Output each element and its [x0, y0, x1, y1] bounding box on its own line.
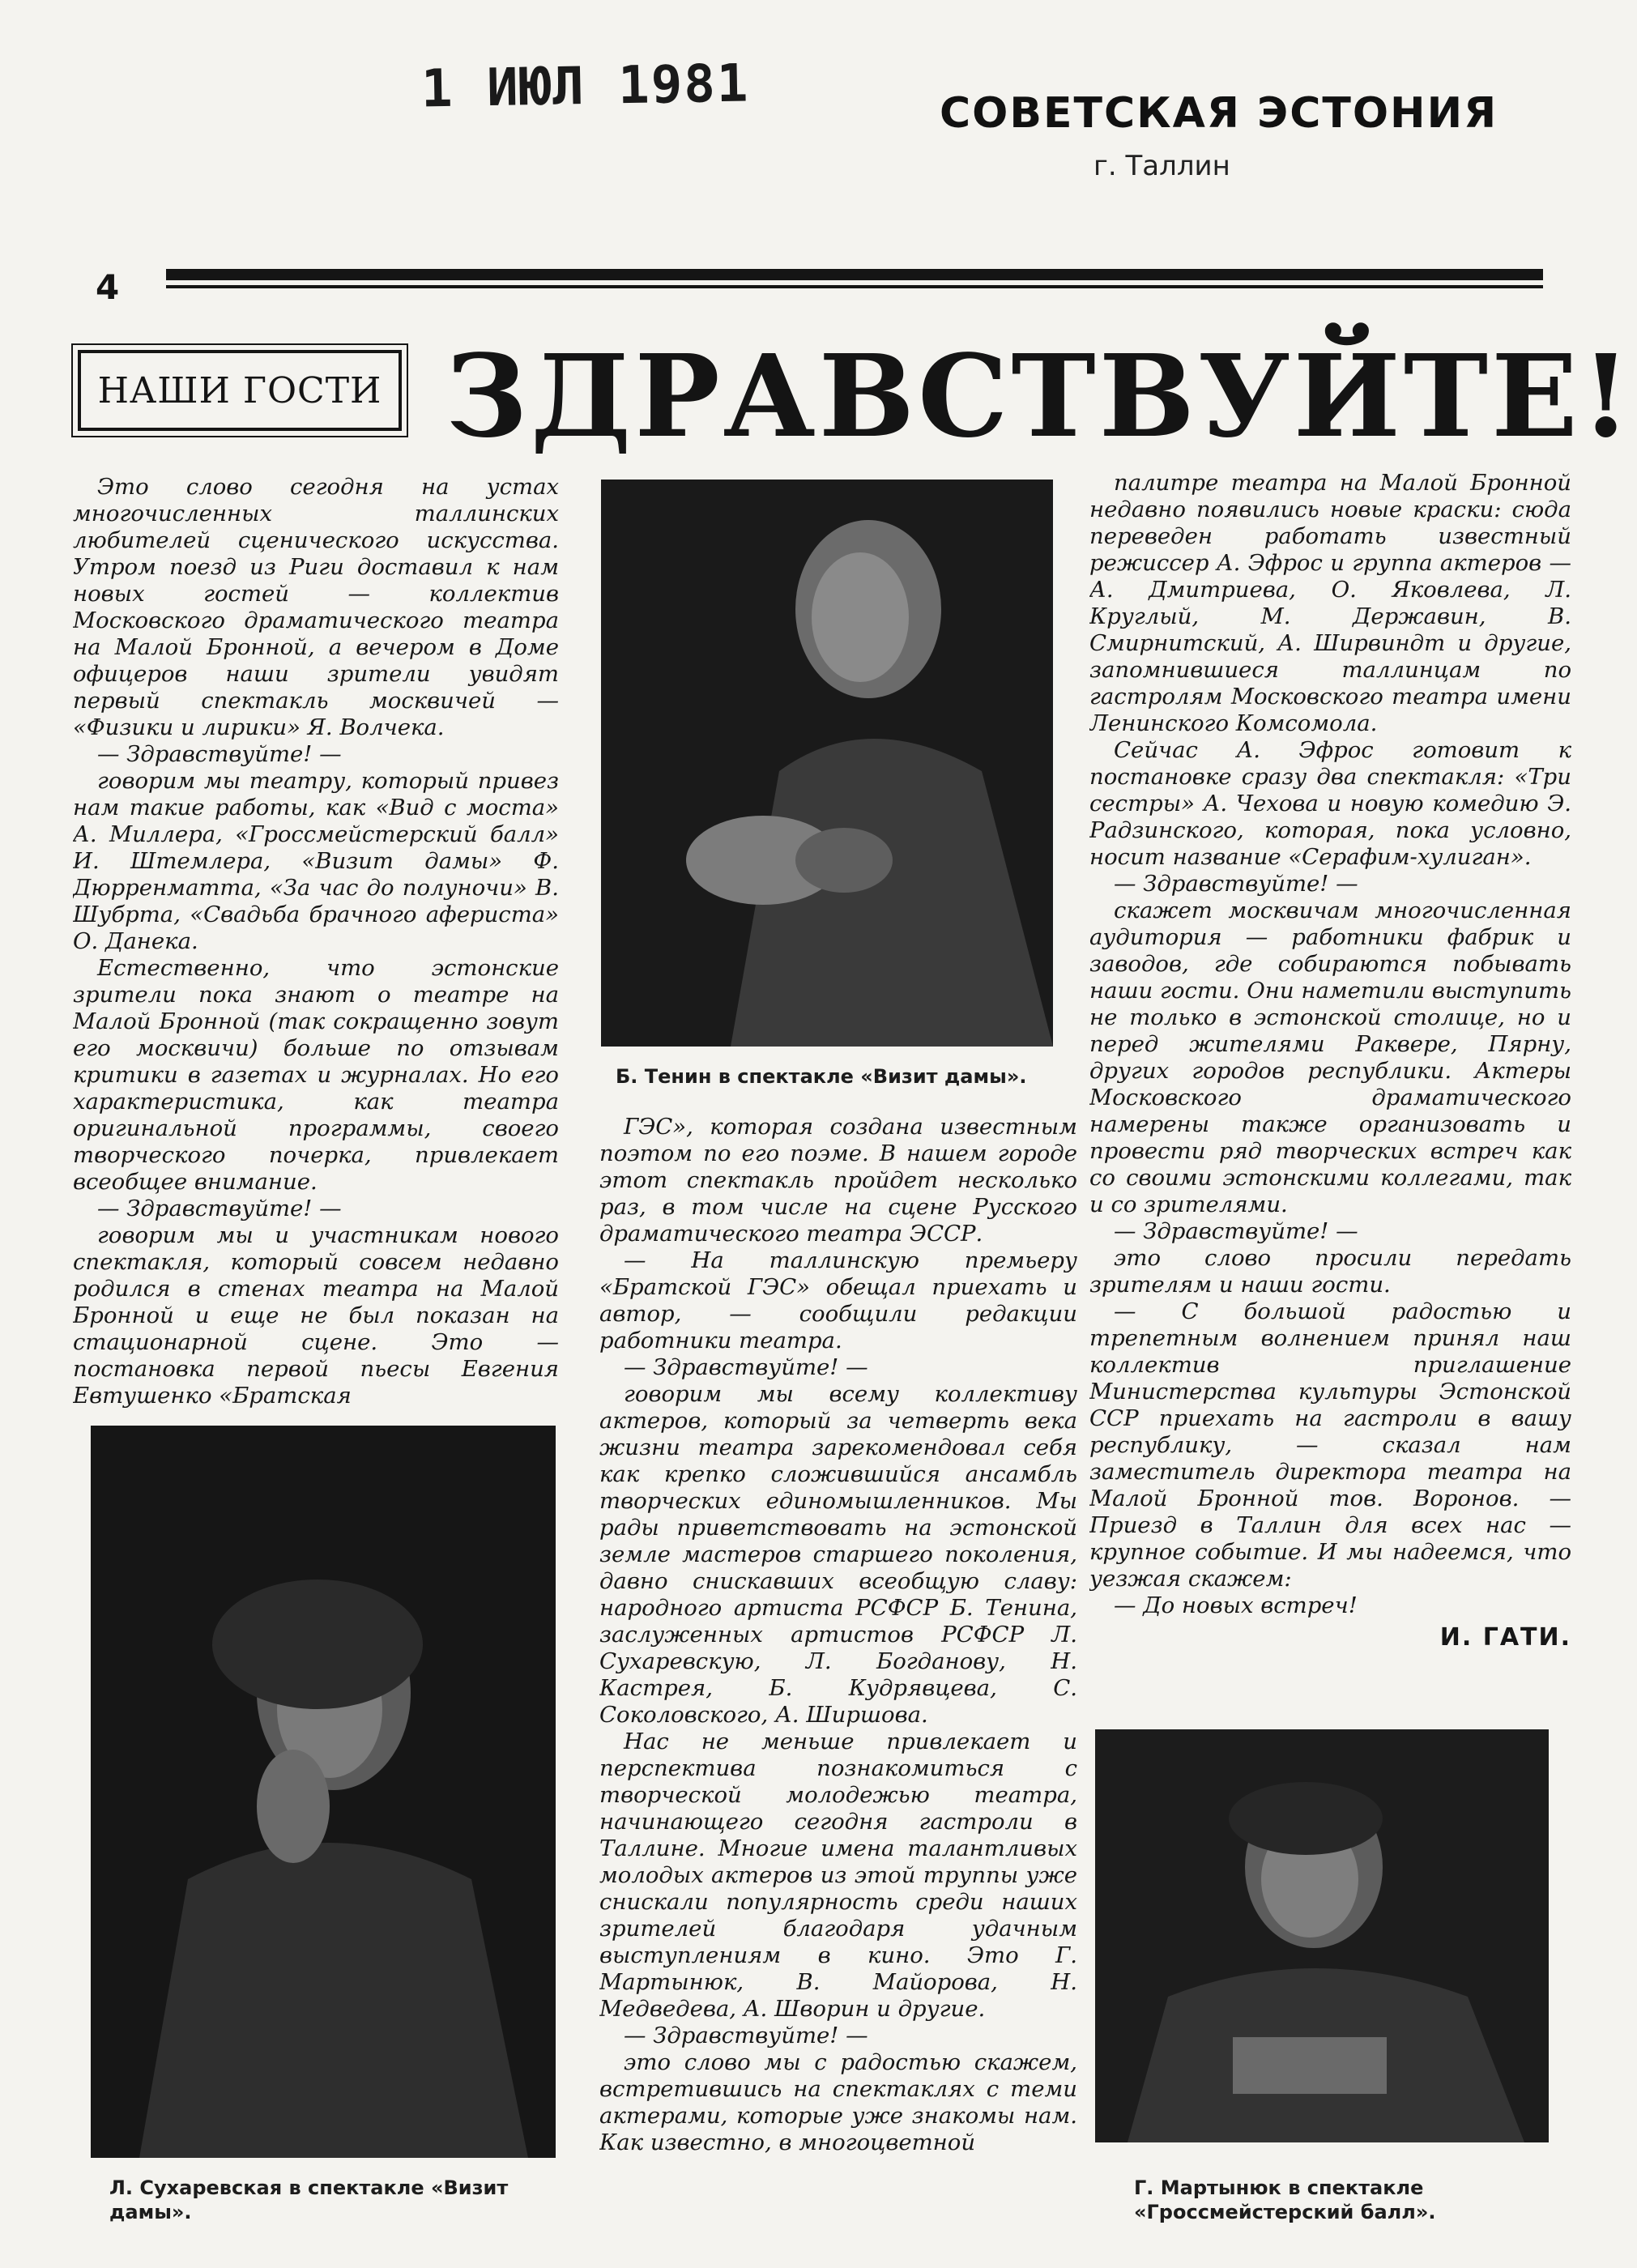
photo-caption-1: Б. Тенин в спектакле «Визит дамы». [616, 1065, 1027, 1088]
paragraph: — До новых встреч! [1114, 1592, 1358, 1618]
article-column-2 [599, 1114, 1077, 2223]
paragraph: ГЭС», которая создана известным поэтом по его поэме. В нашем городе этот спектакль пройдет несколько раз, в том числе на сцене Русского драматического театра ЭССР. [599, 1114, 1077, 1247]
paragraph: — Здравствуйте! — [97, 741, 342, 767]
paragraph: — На таллинскую премьеру «Братской ГЭС» обещал приехать и автор, — сообщили редакции работники театра. [599, 1247, 1077, 1354]
paragraph: это слово мы с радостью скажем, встретившись на спектаклях с теми актерами, которые уже знакомы нам. Как известно, в многоцветной [599, 2049, 1077, 2155]
archive-date-stamp: 1 ИЮЛ 1981 [420, 53, 750, 120]
paragraph: — Здравствуйте! — [624, 2023, 868, 2048]
paragraph: — Здравствуйте! — [624, 1354, 868, 1380]
paragraph: это слово просили передать зрителям и наши гости. [1089, 1245, 1571, 1298]
rubric-box [78, 350, 402, 431]
paragraph: — Здравствуйте! — [1114, 1218, 1358, 1244]
paragraph: — Здравствуйте! — [1114, 871, 1358, 897]
paragraph: — С большой радостью и трепетным волнением принял наш коллектив приглашение Министерства культуры Эстонской ССР приехать на гастроли в вашу республику, — сказал нам заместитель директора театра на Малой Бронной тов. Воронов. — Приезд в Таллин для всех нас — крупное событие. И мы надеемся, что уезжая скажем: [1089, 1298, 1571, 1592]
article-column-1 [73, 474, 559, 1418]
paragraph: палитре театра на Малой Бронной недавно появились новые краски: сюда переведен работать известный режиссер А. Эфрос и группа актеров — А. Дмитриева, О. Яковлева, Л. Круглый, М. Державин, В. Смирнитский, А. Ширвиндт и другие, запомнившиеся таллинцам по гастролям Московского театра имени Ленинского Комсомола. [1089, 470, 1571, 736]
rubric-label: НАШИ ГОСТИ [97, 369, 382, 411]
photo-caption-2: Л. Сухаревская в спектакле «Визит дамы». [109, 2176, 509, 2223]
paragraph: говорим мы театру, который привез нам такие работы, как «Вид с моста» А. Миллера, «Гроссмейстерский балл» И. Штемлера, «Визит дамы» Ф. Дюрренматта, «За час до полуночи» В. Шубрта, «Свадьба брачного афериста» О. Данека. [73, 768, 559, 954]
page-number: 4 [96, 267, 120, 307]
article-headline: ЗДРАВСТВУЙТЕ! [445, 330, 1635, 463]
paragraph: — Здравствуйте! — [97, 1196, 342, 1221]
photo-caption-3: Г. Мартынюк в спектакле «Гроссмейстерский балл». [1134, 2176, 1436, 2223]
article-column-3 [1089, 470, 1571, 1685]
article-byline: И. ГАТИ. [1439, 1623, 1571, 1652]
photo-sukharevskaya [91, 1426, 556, 2158]
paragraph: Нас не меньше привлекает и перспектива познакомиться с творческой молодежью театра, начинающего сегодня гастроли в Таллине. Многие имена талантливых молодых актеров из этой труппы уже снискали популярность среди наших зрителей благодаря удачным выступлениям в кино. Это Г. Мартынюк, В. Майорова, Н. Медведева, А. Шворин и другие. [599, 1729, 1077, 2022]
paragraph: Это слово сегодня на устах многочисленных таллинских любителей сценического искусства. Утром поезд из Риги доставил к нам новых гостей — коллектив Московского драматического театра на Малой Бронной, а вечером в Доме офицеров наши зрители увидят первый спектакль москвичей — «Физики и лирики» Я. Волчека. [73, 474, 559, 740]
paragraph: Естественно, что эстонские зрители пока знают о театре на Малой Бронной (так сокращенно зовут его москвичи) больше по отзывам критики в газетах и журналах. Но его характеристика, как театра оригинальной программы, своего творческого почерка, привлекает всеобщее внимание. [73, 955, 559, 1195]
paragraph: Сейчас А. Эфрос готовит к постановке сразу два спектакля: «Три сестры» А. Чехова и новую комедию Э. Радзинского, которая, пока условно, носит название «Серафим-хулиган». [1089, 737, 1571, 870]
header-rule-thin [166, 285, 1543, 288]
photo-tenin [601, 480, 1053, 1047]
newspaper-name-stamp: СОВЕТСКАЯ ЭСТОНИЯ [940, 89, 1498, 138]
paragraph: говорим мы и участникам нового спектакля, который совсем недавно родился в стенах театра на Малой Бронной и еще не был показан на стационарной сцене. Это — постановка первой пьесы Евгения Евтушенко «Братская [73, 1222, 559, 1409]
paragraph: говорим мы всему коллективу актеров, который за четверть века жизни театра зарекомендовал себя как крепко сложившийся ансамбль творческих единомышленников. Мы рады приветствовать на эстонской земле мастеров старшего поколения, давно снискавших всеобщую славу: народного артиста РСФСР Б. Тенина, заслуженных артистов РСФСР Л. Сухаревскую, Л. Богданову, Н. Кастрея, Б. Кудрявцева, С. Соколовского, А. Ширшова. [599, 1381, 1077, 1728]
city-stamp: г. Таллин [1093, 150, 1230, 182]
photo-martynyuk [1095, 1729, 1549, 2142]
paragraph: скажет москвичам многочисленная аудитория — работники фабрик и заводов, где собираются побывать наши гости. Они наметили выступить не только в эстонской столице, но и перед жителями Раквере, Пярну, других городов республики. Актеры Московского драматического намерены также организовать и провести ряд творческих встреч как со своими эстонскими коллегами, так и со зрителями. [1089, 897, 1571, 1217]
header-rule-thick [166, 269, 1543, 280]
